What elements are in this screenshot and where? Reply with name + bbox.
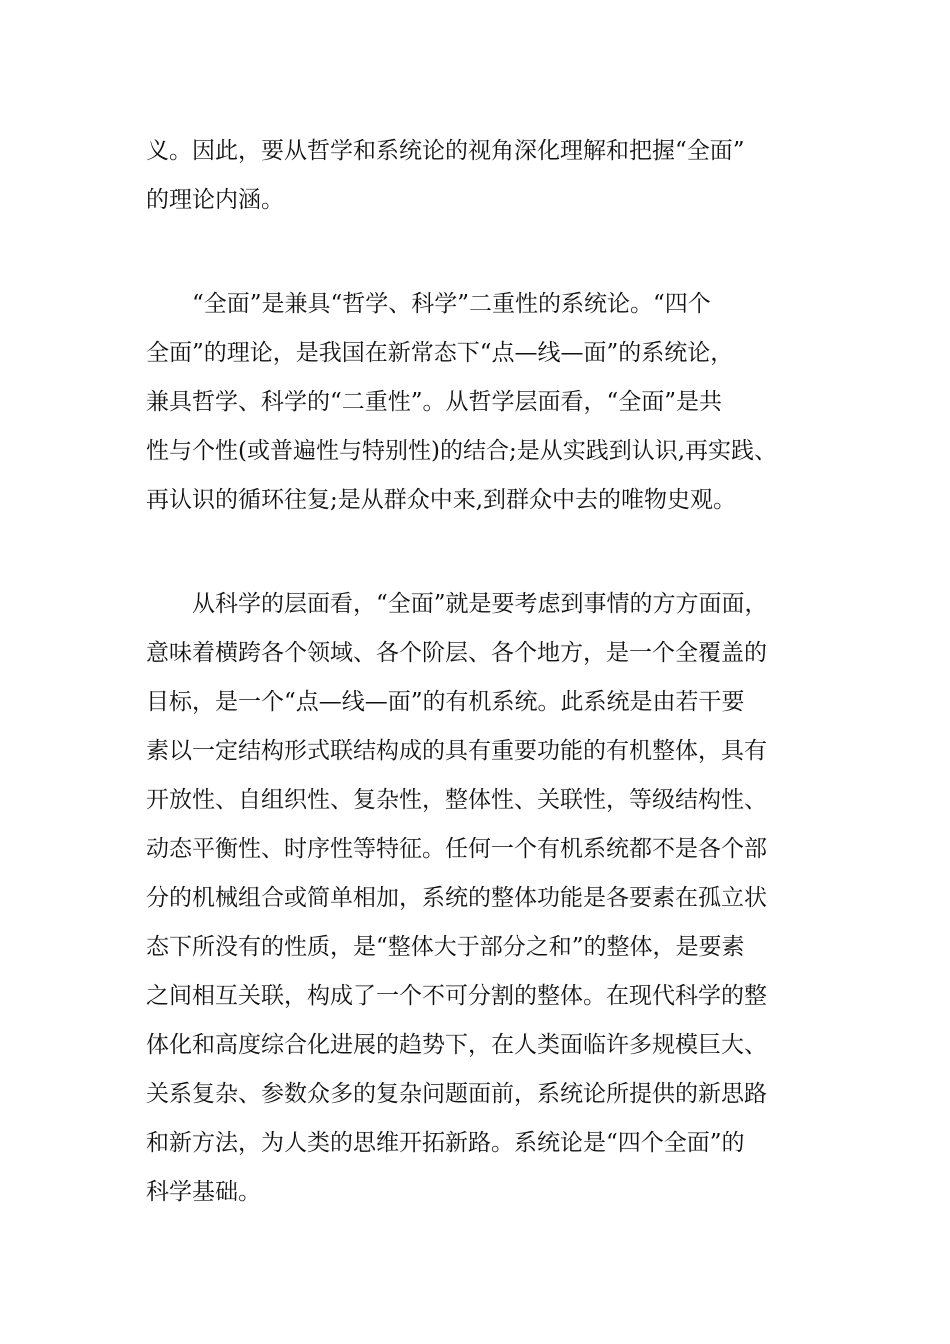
paragraph-2 [146, 280, 806, 525]
paragraph-line: 的理论内涵。 [146, 187, 284, 213]
paragraph-1 [146, 127, 806, 225]
paragraph-line: 素以一定结构形式联结构成的具有重要功能的有机整体，具有 [146, 738, 767, 764]
paragraph-line: 再认识的循环往复;是从群众中来,到群众中去的唯物史观。 [146, 487, 737, 513]
paragraph-line: 意味着横跨各个领域、各个阶层、各个地方，是一个全覆盖的 [146, 640, 767, 666]
paragraph-line: “全面”是兼具“哲学、科学”二重性的系统论。“四个 [192, 291, 711, 317]
paragraph-line: 从科学的层面看，“全面”就是要考虑到事情的方方面面， [192, 591, 768, 617]
paragraph-line: 之间相互关联，构成了一个不可分割的整体。在现代科学的整 [146, 983, 767, 1009]
paragraph-line: 科学基础。 [146, 1179, 261, 1205]
paragraph-line: 动态平衡性、时序性等特征。任何一个有机系统都不是各个部 [146, 836, 767, 862]
paragraph-line: 体化和高度综合化进展的趋势下，在人类面临许多规模巨大、 [146, 1032, 767, 1058]
paragraph-line: 态下所没有的性质，是“整体大于部分之和”的整体，是要素 [146, 934, 745, 960]
paragraph-line: 关系复杂、参数众多的复杂问题面前，系统论所提供的新思路 [146, 1081, 767, 1107]
paragraph-line: 性与个性(或普遍性与特别性)的结合;是从实践到认识,再实践、 [146, 438, 778, 464]
paragraph-line: 和新方法，为人类的思维开拓新路。系统论是“四个全面”的 [146, 1130, 745, 1156]
paragraph-line: 兼具哲学、科学的“二重性”。从哲学层面看，“全面”是共 [146, 389, 723, 415]
paragraph-line: 义。因此，要从哲学和系统论的视角深化理解和把握“全面” [146, 138, 745, 164]
paragraph-line: 开放性、自组织性、复杂性，整体性、关联性，等级结构性、 [146, 787, 767, 813]
paragraph-line: 目标，是一个“点—线—面”的有机系统。此系统是由若干要 [146, 689, 745, 715]
paragraph-line: 分的机械组合或简单相加，系统的整体功能是各要素在孤立状 [146, 885, 767, 911]
paragraph-3 [146, 580, 806, 1217]
paragraph-line: 全面”的理论，是我国在新常态下“点—线—面”的系统论， [146, 340, 734, 366]
